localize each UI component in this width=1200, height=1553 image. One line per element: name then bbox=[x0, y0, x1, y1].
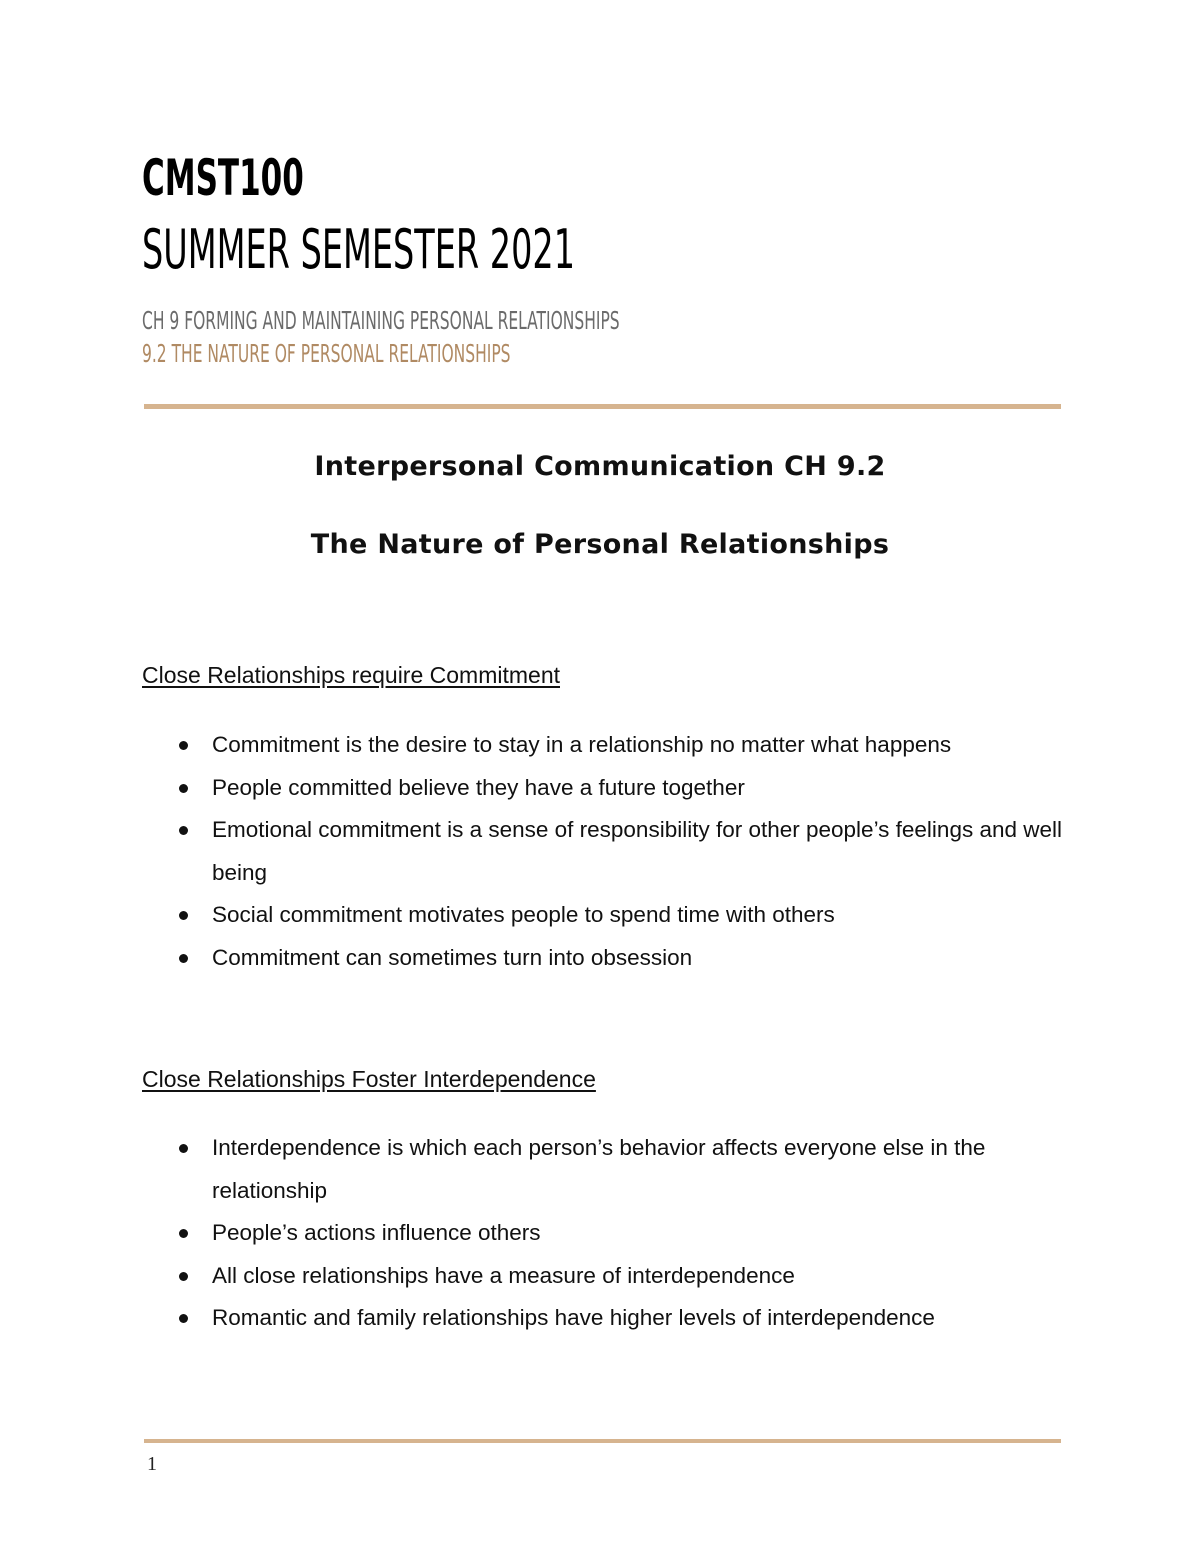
chapter-subtitle: CH 9 FORMING AND MAINTAINING PERSONAL RELATIONSHIPS bbox=[142, 306, 620, 335]
bullet-icon bbox=[179, 1272, 188, 1281]
section-subtitle: 9.2 THE NATURE OF PERSONAL RELATIONSHIPS bbox=[142, 339, 511, 368]
list-item-text: Emotional commitment is a sense of responsibility for other people’s feelings and well being bbox=[212, 817, 1063, 885]
list-item-text: All close relationships have a measure of interdependence bbox=[212, 1262, 795, 1288]
list-item-text: People’s actions influence others bbox=[212, 1220, 541, 1245]
list-item-text: Romantic and family relationships have higher levels of interdependence bbox=[212, 1305, 935, 1330]
bullet-icon bbox=[179, 741, 188, 750]
bullet-icon bbox=[179, 1229, 188, 1238]
section-heading-commitment: Close Relationships require Commitment bbox=[142, 662, 560, 688]
bullet-icon bbox=[179, 1314, 188, 1323]
list-item bbox=[142, 1212, 1072, 1255]
list-item bbox=[142, 894, 1072, 937]
list-item bbox=[142, 1255, 1072, 1298]
list-item bbox=[142, 1297, 1072, 1340]
main-heading: Interpersonal Communication CH 9.2 bbox=[314, 451, 886, 482]
list-item bbox=[142, 724, 1072, 767]
header-divider bbox=[144, 404, 1061, 409]
bullet-icon bbox=[179, 826, 188, 835]
bullet-icon bbox=[179, 1144, 188, 1153]
semester-title: SUMMER SEMESTER 2021 bbox=[142, 218, 576, 281]
list-item bbox=[142, 937, 1072, 980]
list-item-text: Interdependence is which each person’s behavior affects everyone else in the relationship bbox=[212, 1135, 986, 1203]
list-item-text: People committed believe they have a future together bbox=[212, 774, 745, 800]
bullet-icon bbox=[179, 784, 188, 793]
page-number: 1 bbox=[147, 1453, 157, 1475]
bullet-icon bbox=[179, 954, 188, 963]
section-heading-interdependence: Close Relationships Foster Interdependence bbox=[142, 1066, 596, 1092]
course-code-title: CMST100 bbox=[142, 149, 304, 207]
list-item bbox=[142, 1127, 1072, 1212]
list-item bbox=[142, 767, 1072, 810]
main-subheading: The Nature of Personal Relationships bbox=[310, 529, 890, 560]
bullet-icon bbox=[179, 911, 188, 920]
interdependence-bullet-list bbox=[142, 1127, 1072, 1340]
list-item bbox=[142, 809, 1072, 894]
list-item-text: Commitment is the desire to stay in a relationship no matter what happens bbox=[212, 732, 952, 757]
commitment-bullet-list bbox=[142, 724, 1072, 979]
list-item-text: Social commitment motivates people to spend time with others bbox=[212, 902, 835, 927]
list-item-text: Commitment can sometimes turn into obsession bbox=[212, 944, 693, 970]
footer-divider bbox=[144, 1439, 1061, 1443]
